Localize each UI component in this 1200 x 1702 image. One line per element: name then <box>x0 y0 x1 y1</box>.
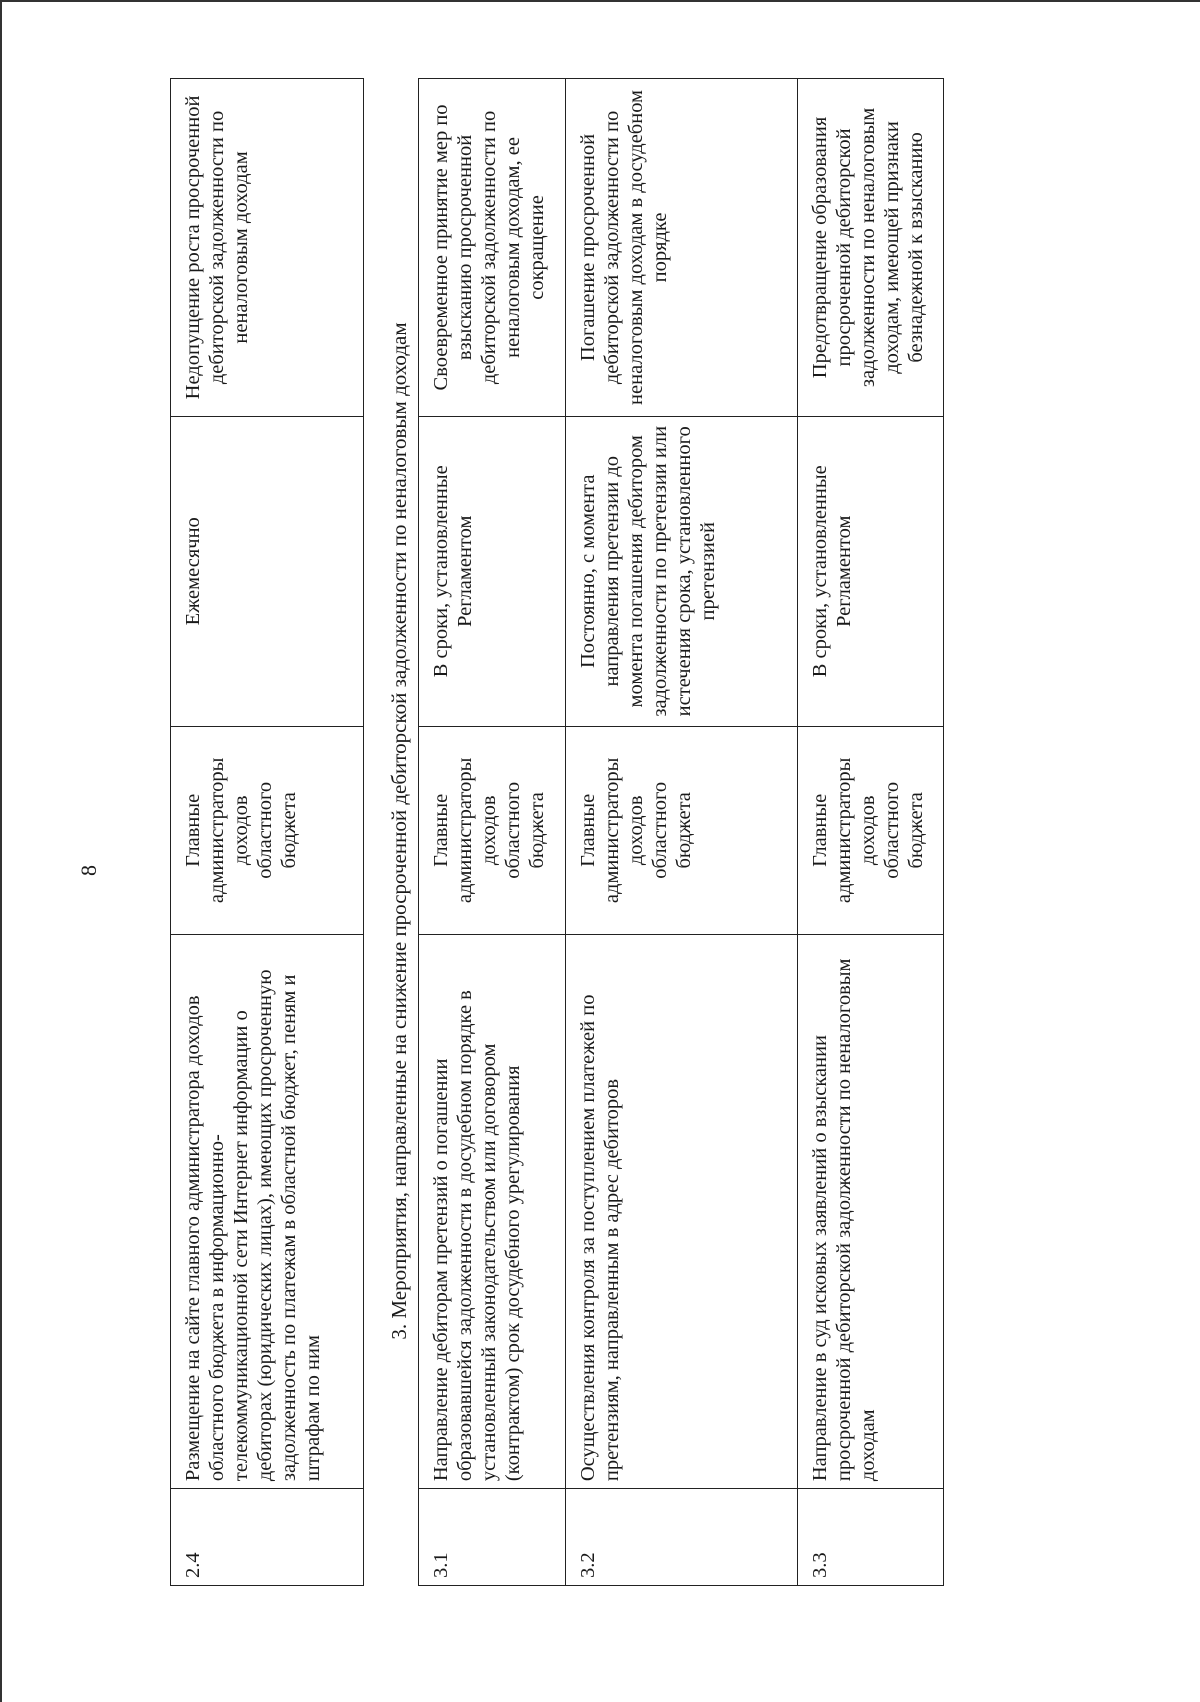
measure-cell: Направление дебиторам претензий о погашении образовавшейся задолженности в досудебном порядке в установленный законодательством или договором (контрактом) срок досудебного урегулирования <box>419 935 566 1489</box>
measure-cell: Размещение на сайте главного администратора доходов областного бюджета в информационно-телекоммуникационной сети Интернет информации о дебиторах (юридических лицах), имеющих просроченную задолженность по платежам в областной бюджет, пеням и штрафам по ним <box>171 935 364 1489</box>
term-cell: В сроки, установленные Регламентом <box>419 416 566 726</box>
result-cell: Своевременное принятие мер по взысканию просроченной дебиторской задолженности по неналоговым доходам, ее сокращение <box>419 79 566 417</box>
executor-cell: Главные администраторы доходов областного бюджета <box>566 726 798 934</box>
measure-cell: Направление в суд исковых заявлений о взыскании просроченной дебиторской задолженности по неналоговым доходам <box>798 935 944 1489</box>
row-number: 2.4 <box>171 1489 364 1586</box>
table-row <box>419 79 566 1586</box>
executor-cell: Главные администраторы доходов областного бюджета <box>419 726 566 934</box>
result-cell: Предотвращение образования просроченной дебиторской задолженности по неналоговым доходам, имеющей признаки безнадежной к взысканию <box>798 79 944 417</box>
executor-cell: Главные администраторы доходов областного бюджета <box>171 726 364 934</box>
executor-cell: Главные администраторы доходов областного бюджета <box>798 726 944 934</box>
term-cell: В сроки, установленные Регламентом <box>798 416 944 726</box>
table-row <box>566 79 798 1586</box>
term-cell: Постоянно, с момента направления претензии до момента погашения дебитором задолженности по претензии или истечения срока, установленного претензией <box>566 416 798 726</box>
section-title: 3. Мероприятия, направленные на снижение просроченной дебиторской задолженности по неналоговым доходам <box>387 322 411 1340</box>
measures-table-part-2 <box>170 78 364 1586</box>
row-number: 3.1 <box>419 1489 566 1586</box>
term-cell: Ежемесячно <box>171 416 364 726</box>
result-cell: Недопущение роста просроченной дебиторской задолженности по неналоговым доходам <box>171 79 364 417</box>
row-number: 3.2 <box>566 1489 798 1586</box>
page-number: 8 <box>76 865 101 876</box>
row-number: 3.3 <box>798 1489 944 1586</box>
measures-table-part-3 <box>418 78 944 1586</box>
result-cell: Погашение просроченной дебиторской задолженности по неналоговым доходам в досудебном порядке <box>566 79 798 417</box>
table-row <box>171 79 364 1586</box>
table-row <box>798 79 944 1586</box>
measure-cell: Осуществления контроля за поступлением платежей по претензиям, направленным в адрес дебиторов <box>566 935 798 1489</box>
